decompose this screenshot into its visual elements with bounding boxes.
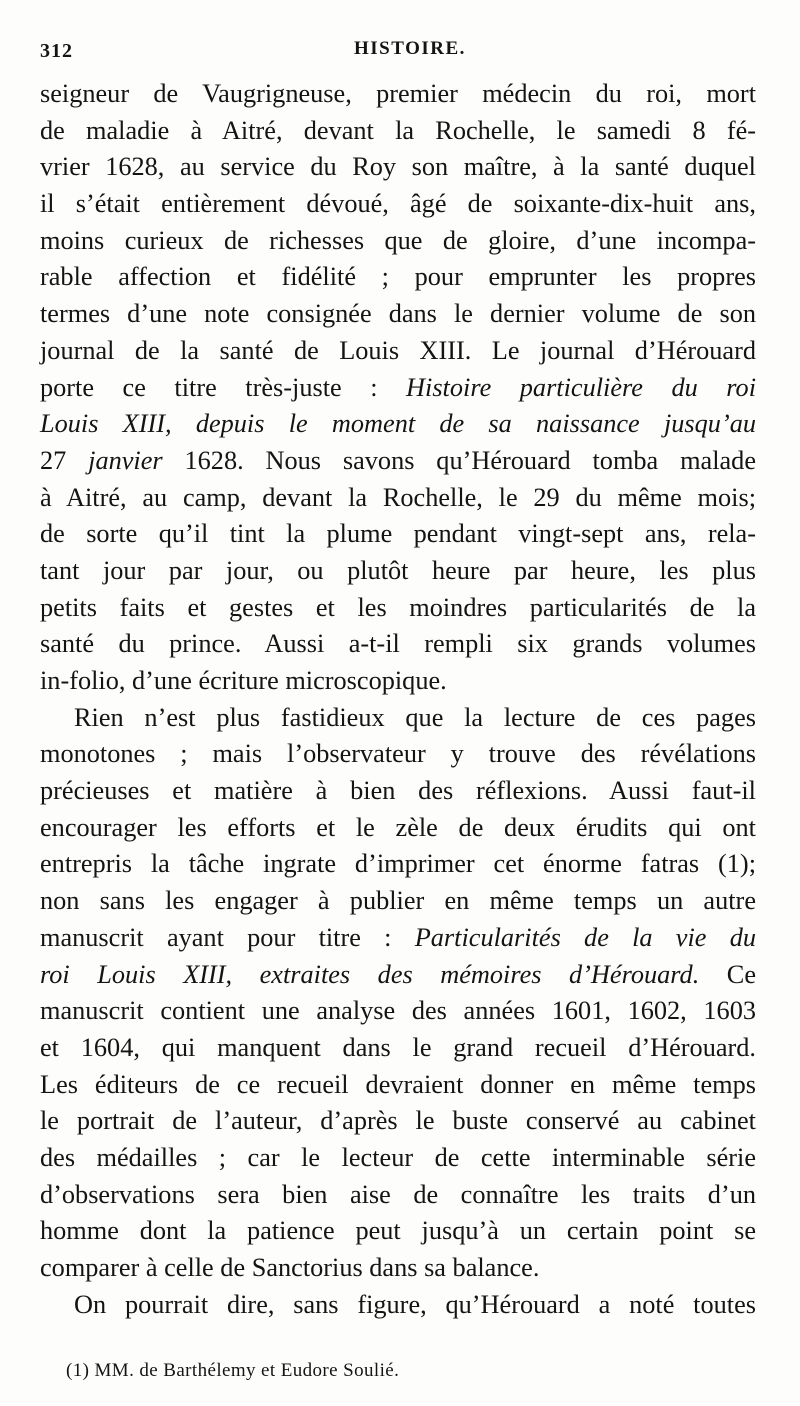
text-run: vrier 1628, au service du Roy son maître, à la santé duquel [40,152,756,182]
text-run: entrepris la tâche ingrate d’imprimer cet énorme fatras (1); [40,849,756,879]
text-run: comparer à celle de Sanctorius dans sa balance. [40,1253,540,1282]
text-line [40,1213,756,1250]
text-line [40,149,756,186]
text-line [40,700,756,737]
text-line [40,296,756,333]
text-run: Ce [699,959,757,989]
text-line [40,993,756,1030]
running-title: HISTOIRE. [354,38,466,59]
text-run: Les éditeurs de ce recueil devraient donner en même temps [40,1069,756,1099]
text-line [40,480,756,517]
text-line [40,626,756,663]
text-run: tant jour par jour, ou plutôt heure par heure, les plus [40,555,756,585]
text-run: Rien n’est plus fastidieux que la lecture de ces pages [74,702,756,732]
text-run: à Aitré, au camp, devant la Rochelle, le 29 du même mois; [40,482,756,512]
text-line [40,186,756,223]
text-line [40,1067,756,1104]
text-run: d’observations sera bien aise de connaître les traits d’un [40,1179,756,1209]
text-run: termes d’une note consignée dans le dernier volume de son [40,299,756,329]
text-line [40,443,756,480]
text-line [40,406,756,443]
text-run: 27 [40,445,89,475]
text-line [40,1140,756,1177]
italic-run: Particularités de la vie du [414,922,756,952]
text-run: manuscrit contient une analyse des années 1601, 1602, 1603 [40,996,756,1026]
text-line [40,1287,756,1324]
text-line [40,223,756,260]
text-line [40,259,756,296]
running-head [40,34,756,64]
text-line [40,920,756,957]
text-line [40,883,756,920]
text-run: de sorte qu’il tint la plume pendant vingt-sept ans, rela- [40,519,756,549]
text-line [40,846,756,883]
text-line [40,113,756,150]
text-run: non sans les engager à publier en même temps un autre [40,886,756,916]
text-line [40,1030,756,1067]
text-line [40,663,756,700]
page-number: 312 [40,40,73,62]
text-run: des médailles ; car le lecteur de cette interminable série [40,1142,756,1172]
text-line [40,1250,756,1287]
text-line [40,516,756,553]
text-line [40,553,756,590]
text-line [40,1103,756,1140]
text-line [40,76,756,113]
text-run: moins curieux de richesses que de gloire, d’une incompa- [40,225,756,255]
text-run: porte ce titre très-juste : [40,372,407,402]
text-run: On pourrait dire, sans figure, qu’Hérouard a noté toutes [74,1289,756,1319]
text-run: et 1604, qui manquent dans le grand recueil d’Hérouard. [40,1032,756,1062]
text-run: petits faits et gestes et les moindres particularités de la [40,592,756,622]
italic-run: Louis XIII, depuis le moment de sa naissance jusqu’au [40,409,756,439]
text-line [40,773,756,810]
italic-run: Histoire particulière du roi [406,372,756,402]
text-run: homme dont la patience peut jusqu’à un certain point se [40,1216,756,1246]
footnote: (1) MM. de Barthélemy et Eudore Soulié. [66,1360,400,1381]
text-run: manuscrit ayant pour titre : [40,922,415,952]
text-line [40,1177,756,1214]
text-run: le portrait de l’auteur, d’après le buste conservé au cabinet [40,1106,756,1136]
italic-run: roi Louis XIII, extraites des mémoires d’Hérouard. [40,959,700,989]
text-run: santé du prince. Aussi a-t-il rempli six grands volumes [40,629,756,659]
text-line [40,333,756,370]
text-run: journal de la santé de Louis XIII. Le journal d’Hérouard [40,335,756,365]
text-run: encourager les efforts et le zèle de deux érudits qui ont [40,812,756,842]
text-run: précieuses et matière à bien des réflexions. Aussi faut-il [40,776,756,806]
body-text [40,76,756,1323]
text-run: rable affection et fidélité ; pour emprunter les propres [40,262,756,292]
italic-run: janvier [88,445,163,475]
text-line [40,957,756,994]
text-run: seigneur de Vaugrigneuse, premier médecin du roi, mort [40,79,756,108]
text-run: de maladie à Aitré, devant la Rochelle, le samedi 8 fé- [40,115,756,145]
text-line [40,736,756,773]
text-run: 1628. Nous savons qu’Hérouard tomba malade [162,445,756,475]
text-run: in-folio, d’une écriture microscopique. [40,666,447,695]
text-run: monotones ; mais l’observateur y trouve des révélations [40,739,756,769]
text-run: il s’était entièrement dévoué, âgé de soixante-dix-huit ans, [40,189,756,219]
text-line [40,810,756,847]
text-line [40,590,756,627]
text-line [40,370,756,407]
